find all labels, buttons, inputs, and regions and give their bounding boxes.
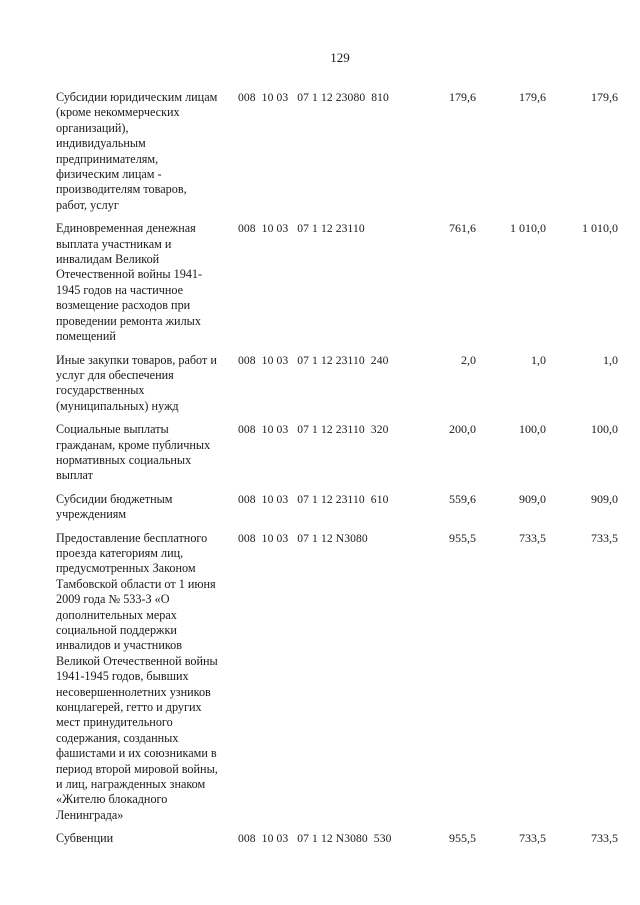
amount-year-1: 2,0 (461, 352, 476, 367)
budget-classification-code: 008 10 03 07 1 12 N3080 (238, 531, 368, 545)
row-description (56, 531, 236, 824)
amount-year-1: 761,6 (449, 221, 476, 236)
description-line: проезда категориям лиц, (56, 545, 184, 560)
table-row (56, 90, 622, 213)
description-line: предусмотренных Законом (56, 561, 196, 576)
description-line: возмещение расходов при (56, 298, 191, 313)
row-description (56, 422, 236, 484)
description-line: Великой Отечественной войны (56, 653, 218, 668)
description-line: 1945 годов на частичное (56, 282, 184, 297)
description-line: фашистами и их союзниками в (56, 746, 217, 761)
description-line: (муниципальных) нужд (56, 398, 179, 413)
description-line: Предоставление бесплатного (56, 530, 208, 545)
description-line: Субсидии юридическим лицам (56, 90, 218, 104)
amount-year-3: 1,0 (603, 352, 618, 367)
description-line: Единовременная денежная (56, 221, 196, 236)
amount-year-2: 1 010,0 (510, 221, 546, 236)
amount-year-2: 179,6 (519, 90, 546, 104)
amount-year-1: 955,5 (449, 530, 476, 545)
description-line: содержания, созданных (56, 730, 179, 745)
amount-year-2: 733,5 (519, 530, 546, 545)
description-line: «Жителю блокадного (56, 792, 168, 807)
description-line: социальной поддержки (56, 623, 177, 637)
amount-year-1: 559,6 (449, 491, 476, 506)
amount-year-3: 909,0 (591, 491, 618, 506)
description-line: Субсидии бюджетным (56, 491, 173, 506)
amount-year-3: 1 010,0 (582, 221, 618, 236)
description-line: помещений (56, 329, 116, 344)
amount-year-2: 100,0 (519, 422, 546, 437)
amount-year-1: 179,6 (449, 90, 476, 104)
row-description (56, 221, 236, 344)
table-row (56, 221, 622, 344)
amount-year-3: 733,5 (591, 831, 618, 846)
description-line: производителям товаров, (56, 182, 187, 197)
row-description (56, 90, 236, 213)
description-line: гражданам, кроме публичных (56, 437, 211, 452)
budget-classification-code: 008 10 03 07 1 12 23110 240 (238, 353, 389, 367)
budget-classification-code: 008 10 03 07 1 12 23080 810 (238, 91, 389, 104)
budget-classification-code: 008 10 03 07 1 12 N3080 530 (238, 832, 392, 846)
row-description (56, 492, 236, 523)
description-line: услуг для обеспечения (56, 367, 174, 382)
description-line: выплат (56, 468, 93, 483)
description-line: 1941-1945 годов, бывших (56, 669, 189, 684)
description-line: Отечественной войны 1941- (56, 267, 203, 282)
amount-year-1: 955,5 (449, 831, 476, 846)
description-line: несовершеннолетних узников (56, 684, 211, 699)
table-row (56, 353, 622, 415)
description-line: выплата участникам и (56, 236, 172, 251)
description-line: концлагерей, гетто и других (56, 700, 202, 715)
description-line: Субвенции (56, 831, 114, 846)
description-line: инвалидов и участников (56, 638, 182, 653)
amount-year-2: 909,0 (519, 491, 546, 506)
description-line: Тамбовской области от 1 июня (56, 576, 216, 591)
amount-year-3: 179,6 (591, 90, 618, 104)
description-line: работ, услуг (56, 197, 119, 212)
budget-classification-code: 008 10 03 07 1 12 23110 (238, 222, 365, 236)
description-line: физическим лицам - (56, 167, 162, 182)
description-line: государственных (56, 383, 145, 398)
description-line: нормативных социальных (56, 452, 192, 467)
description-line: проведении ремонта жилых (56, 313, 201, 328)
budget-classification-code: 008 10 03 07 1 12 23110 610 (238, 492, 389, 506)
description-line: учреждениям (56, 507, 127, 522)
description-line: дополнительных мерах (56, 607, 177, 622)
description-line: организаций), (56, 120, 129, 135)
description-line: (кроме некоммерческих (56, 105, 180, 120)
row-description (56, 353, 236, 415)
description-line: мест принудительного (56, 715, 173, 730)
amount-year-1: 200,0 (449, 422, 476, 437)
description-line: Социальные выплаты (56, 422, 169, 437)
amount-year-2: 733,5 (519, 831, 546, 846)
budget-table (56, 90, 622, 855)
description-line: индивидуальным (56, 136, 146, 151)
amount-year-2: 1,0 (531, 352, 546, 367)
table-row (56, 492, 622, 523)
description-line: Ленинграда» (56, 807, 124, 822)
amount-year-3: 733,5 (591, 530, 618, 545)
description-line: и лиц, награжденных знаком (56, 777, 206, 792)
amount-year-3: 100,0 (591, 422, 618, 437)
description-line: предпринимателям, (56, 151, 159, 166)
table-row (56, 531, 622, 824)
table-row (56, 422, 622, 484)
budget-classification-code: 008 10 03 07 1 12 23110 320 (238, 423, 389, 437)
page-number: 129 (330, 50, 350, 65)
description-line: инвалидам Великой (56, 252, 160, 267)
row-description (56, 831, 236, 846)
description-line: 2009 года № 533-З «О (56, 592, 170, 607)
description-line: период второй мировой войны, (56, 761, 218, 776)
description-line: Иные закупки товаров, работ и (56, 352, 217, 367)
table-row (56, 831, 622, 846)
